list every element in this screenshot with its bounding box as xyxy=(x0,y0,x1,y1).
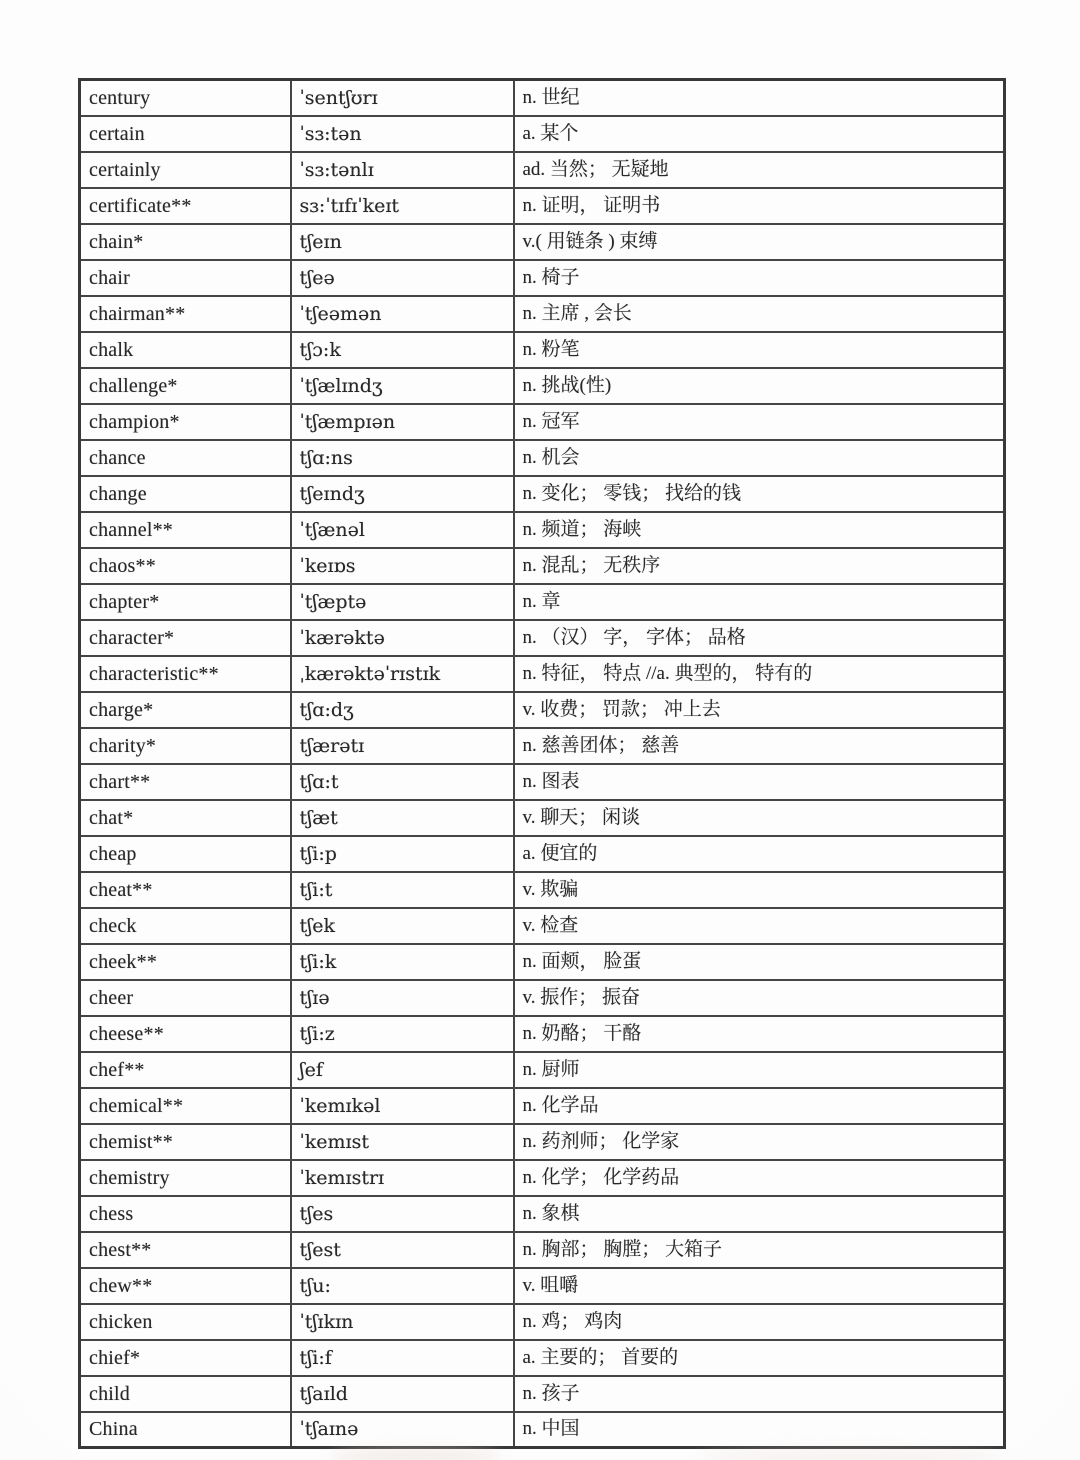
word-cell: challenge* xyxy=(80,368,291,404)
phonetic-cell: tʃeɪndʒ xyxy=(291,476,514,512)
table-row xyxy=(80,764,1005,800)
word-cell: child xyxy=(80,1376,291,1412)
phonetic-cell: ˈkemɪkəl xyxy=(291,1088,514,1124)
phonetic-cell: tʃæt xyxy=(291,800,514,836)
table-row xyxy=(80,1124,1005,1160)
phonetic-cell: ʃef xyxy=(291,1052,514,1088)
meaning-cell: n. 孩子 xyxy=(514,1376,1005,1412)
table-row xyxy=(80,512,1005,548)
word-cell: cheer xyxy=(80,980,291,1016)
phonetic-cell: tʃɑ:t xyxy=(291,764,514,800)
word-cell: chemical** xyxy=(80,1088,291,1124)
phonetic-cell: tʃes xyxy=(291,1196,514,1232)
phonetic-cell: tʃek xyxy=(291,908,514,944)
meaning-cell: v. 欺骗 xyxy=(514,872,1005,908)
phonetic-cell: ˈkemɪst xyxy=(291,1124,514,1160)
phonetic-cell: tʃi:t xyxy=(291,872,514,908)
table-row xyxy=(80,476,1005,512)
word-cell: chicken xyxy=(80,1304,291,1340)
table-row xyxy=(80,836,1005,872)
meaning-cell: a. 某个 xyxy=(514,116,1005,152)
meaning-cell: v.( 用链条 ) 束缚 xyxy=(514,224,1005,260)
table-row xyxy=(80,872,1005,908)
meaning-cell: n. 药剂师； 化学家 xyxy=(514,1124,1005,1160)
word-cell: cheek** xyxy=(80,944,291,980)
meaning-cell: n. 证明， 证明书 xyxy=(514,188,1005,224)
table-row xyxy=(80,656,1005,692)
meaning-cell: n. 粉笔 xyxy=(514,332,1005,368)
phonetic-cell: sɜ:ˈtɪfɪˈkeɪt xyxy=(291,188,514,224)
phonetic-cell: ˈtʃɪkɪn xyxy=(291,1304,514,1340)
phonetic-cell: ˈtʃeəmən xyxy=(291,296,514,332)
table-row xyxy=(80,944,1005,980)
word-cell: channel** xyxy=(80,512,291,548)
phonetic-cell: ˈtʃaɪnə xyxy=(291,1412,514,1448)
word-cell: chef** xyxy=(80,1052,291,1088)
table-row xyxy=(80,1016,1005,1052)
table-row xyxy=(80,1160,1005,1196)
meaning-cell: ad. 当然； 无疑地 xyxy=(514,152,1005,188)
phonetic-cell: ˈtʃælɪndʒ xyxy=(291,368,514,404)
meaning-cell: n. 世纪 xyxy=(514,80,1005,116)
word-cell: chain* xyxy=(80,224,291,260)
meaning-cell: n. 挑战(性) xyxy=(514,368,1005,404)
meaning-cell: n. （汉） 字， 字体； 品格 xyxy=(514,620,1005,656)
meaning-cell: n. 奶酪； 干酪 xyxy=(514,1016,1005,1052)
word-cell: chief* xyxy=(80,1340,291,1376)
phonetic-cell: tʃu: xyxy=(291,1268,514,1304)
word-cell: certificate** xyxy=(80,188,291,224)
word-cell: charity* xyxy=(80,728,291,764)
phonetic-cell: tʃɪə xyxy=(291,980,514,1016)
word-cell: change xyxy=(80,476,291,512)
table-row xyxy=(80,260,1005,296)
phonetic-cell: tʃest xyxy=(291,1232,514,1268)
word-cell: China xyxy=(80,1412,291,1448)
meaning-cell: v. 聊天； 闲谈 xyxy=(514,800,1005,836)
word-cell: check xyxy=(80,908,291,944)
phonetic-cell: tʃærətɪ xyxy=(291,728,514,764)
word-cell: chance xyxy=(80,440,291,476)
meaning-cell: n. 中国 xyxy=(514,1412,1005,1448)
phonetic-cell: ˌkærəktəˈrɪstɪk xyxy=(291,656,514,692)
table-row xyxy=(80,1088,1005,1124)
phonetic-cell: ˈkemɪstrɪ xyxy=(291,1160,514,1196)
table-row xyxy=(80,1340,1005,1376)
word-cell: chess xyxy=(80,1196,291,1232)
meaning-cell: a. 主要的； 首要的 xyxy=(514,1340,1005,1376)
phonetic-cell: ˈtʃænəl xyxy=(291,512,514,548)
table-row xyxy=(80,332,1005,368)
table-row xyxy=(80,584,1005,620)
word-cell: chat* xyxy=(80,800,291,836)
word-cell: charge* xyxy=(80,692,291,728)
table-row xyxy=(80,1196,1005,1232)
meaning-cell: n. 椅子 xyxy=(514,260,1005,296)
word-cell: chapter* xyxy=(80,584,291,620)
table-row xyxy=(80,296,1005,332)
meaning-cell: n. 鸡； 鸡肉 xyxy=(514,1304,1005,1340)
table-row xyxy=(80,800,1005,836)
word-cell: chairman** xyxy=(80,296,291,332)
phonetic-cell: ˈkeɪɒs xyxy=(291,548,514,584)
word-cell: cheese** xyxy=(80,1016,291,1052)
table-row xyxy=(80,224,1005,260)
phonetic-cell: tʃi:f xyxy=(291,1340,514,1376)
phonetic-cell: tʃɑ:dʒ xyxy=(291,692,514,728)
meaning-cell: n. 化学品 xyxy=(514,1088,1005,1124)
meaning-cell: n. 胸部； 胸膛； 大箱子 xyxy=(514,1232,1005,1268)
word-cell: chart** xyxy=(80,764,291,800)
meaning-cell: n. 慈善团体； 慈善 xyxy=(514,728,1005,764)
meaning-cell: n. 频道； 海峡 xyxy=(514,512,1005,548)
phonetic-cell: ˈkærəktə xyxy=(291,620,514,656)
phonetic-cell: ˈsentʃʊrɪ xyxy=(291,80,514,116)
word-cell: chew** xyxy=(80,1268,291,1304)
meaning-cell: n. 冠军 xyxy=(514,404,1005,440)
word-cell: chalk xyxy=(80,332,291,368)
meaning-cell: v. 咀嚼 xyxy=(514,1268,1005,1304)
word-cell: chest** xyxy=(80,1232,291,1268)
meaning-cell: v. 振作； 振奋 xyxy=(514,980,1005,1016)
phonetic-cell: ˈtʃæptə xyxy=(291,584,514,620)
table-row xyxy=(80,908,1005,944)
meaning-cell: n. 化学； 化学药品 xyxy=(514,1160,1005,1196)
phonetic-cell: tʃeə xyxy=(291,260,514,296)
word-cell: chair xyxy=(80,260,291,296)
table-row xyxy=(80,404,1005,440)
table-row xyxy=(80,620,1005,656)
vocabulary-table xyxy=(78,78,1006,1449)
phonetic-cell: tʃaɪld xyxy=(291,1376,514,1412)
phonetic-cell: tʃi:p xyxy=(291,836,514,872)
table-row xyxy=(80,116,1005,152)
table-row xyxy=(80,1268,1005,1304)
phonetic-cell: ˈsɜ:tənlɪ xyxy=(291,152,514,188)
meaning-cell: n. 变化； 零钱； 找给的钱 xyxy=(514,476,1005,512)
table-row xyxy=(80,1376,1005,1412)
meaning-cell: a. 便宜的 xyxy=(514,836,1005,872)
word-cell: character* xyxy=(80,620,291,656)
table-row xyxy=(80,1052,1005,1088)
meaning-cell: n. 章 xyxy=(514,584,1005,620)
phonetic-cell: tʃeɪn xyxy=(291,224,514,260)
word-cell: chaos** xyxy=(80,548,291,584)
meaning-cell: n. 图表 xyxy=(514,764,1005,800)
word-cell: chemistry xyxy=(80,1160,291,1196)
phonetic-cell: tʃi:k xyxy=(291,944,514,980)
meaning-cell: n. 主席 , 会长 xyxy=(514,296,1005,332)
table-row xyxy=(80,692,1005,728)
word-cell: certainly xyxy=(80,152,291,188)
table-row xyxy=(80,1232,1005,1268)
meaning-cell: n. 机会 xyxy=(514,440,1005,476)
table-row xyxy=(80,1412,1005,1448)
phonetic-cell: ˈtʃæmpɪən xyxy=(291,404,514,440)
meaning-cell: n. 面颊， 脸蛋 xyxy=(514,944,1005,980)
word-cell: certain xyxy=(80,116,291,152)
vocabulary-table-body xyxy=(80,80,1005,1448)
table-row xyxy=(80,440,1005,476)
meaning-cell: n. 象棋 xyxy=(514,1196,1005,1232)
word-cell: chemist** xyxy=(80,1124,291,1160)
phonetic-cell: ˈsɜ:tən xyxy=(291,116,514,152)
phonetic-cell: tʃɑ:ns xyxy=(291,440,514,476)
meaning-cell: n. 特征， 特点 //a. 典型的， 特有的 xyxy=(514,656,1005,692)
table-row xyxy=(80,728,1005,764)
word-cell: century xyxy=(80,80,291,116)
meaning-cell: n. 厨师 xyxy=(514,1052,1005,1088)
word-cell: champion* xyxy=(80,404,291,440)
phonetic-cell: tʃɔ:k xyxy=(291,332,514,368)
meaning-cell: v. 收费； 罚款； 冲上去 xyxy=(514,692,1005,728)
meaning-cell: n. 混乱； 无秩序 xyxy=(514,548,1005,584)
table-row xyxy=(80,152,1005,188)
table-row xyxy=(80,548,1005,584)
table-row xyxy=(80,1304,1005,1340)
table-row xyxy=(80,368,1005,404)
word-cell: cheap xyxy=(80,836,291,872)
table-row xyxy=(80,188,1005,224)
phonetic-cell: tʃi:z xyxy=(291,1016,514,1052)
table-row xyxy=(80,80,1005,116)
table-row xyxy=(80,980,1005,1016)
word-cell: cheat** xyxy=(80,872,291,908)
word-cell: characteristic** xyxy=(80,656,291,692)
meaning-cell: v. 检查 xyxy=(514,908,1005,944)
